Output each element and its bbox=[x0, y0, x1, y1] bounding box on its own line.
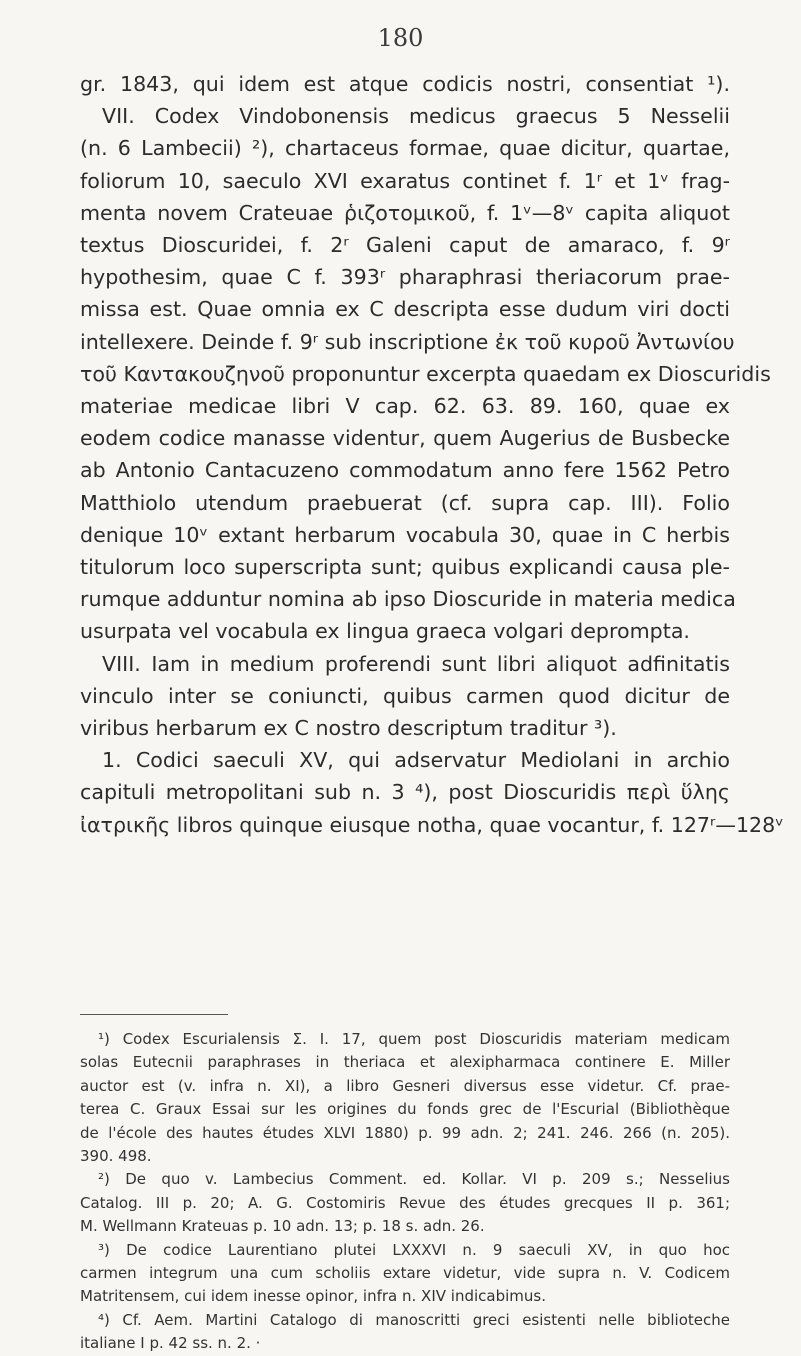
text-line: materiae medicae libri V cap. 62. 63. 89. 160, quae ex bbox=[80, 394, 730, 419]
footnote-line: italiane I p. 42 ss. n. 2. · bbox=[80, 1334, 261, 1353]
footnote-line: Catalog. III p. 20; A. G. Costomiris Revue des études grecques II p. 361; bbox=[80, 1193, 730, 1212]
text-line: menta novem Crateuae ῥιζοτομικοῦ, f. 1ᵛ—8ᵛ capita aliquot bbox=[80, 200, 730, 225]
text-line: usurpata vel vocabula ex lingua graeca volgari deprompta. bbox=[80, 619, 690, 644]
text-line: VII. Codex Vindobonensis medicus graecus 5 Nesselii bbox=[102, 104, 730, 129]
text-line: vinculo inter se coniuncti, quibus carmen quod dicitur de bbox=[80, 683, 730, 708]
footnote-line: M. Wellmann Krateuas p. 10 adn. 13; p. 18 s. adn. 26. bbox=[80, 1217, 485, 1236]
text-line: 1. Codici saeculi XV, qui adservatur Mediolani in archio bbox=[102, 748, 730, 773]
footnote-line: ³) De codice Laurentiano plutei LXXXVI n. 9 saeculi XV, in quo hoc bbox=[98, 1240, 730, 1259]
text-line: foliorum 10, saeculo XVI exaratus continet f. 1ʳ et 1ᵛ frag- bbox=[80, 168, 730, 193]
text-line: ab Antonio Cantacuzeno commodatum anno fere 1562 Petro bbox=[80, 458, 730, 483]
main-text bbox=[80, 68, 784, 841]
text-line: eodem codice manasse videntur, quem Augerius de Busbecke bbox=[80, 426, 730, 451]
footnote-line: 390. 498. bbox=[80, 1147, 152, 1166]
footnote-line: carmen integrum una cum scholiis extare videtur, vide supra n. V. Codicem bbox=[80, 1264, 730, 1283]
footnote-line: ⁴) Cf. Aem. Martini Catalogo di manoscritti greci esistenti nelle biblioteche bbox=[98, 1310, 730, 1329]
footnote-line: ¹) Codex Escurialensis Σ. I. 17, quem post Dioscuridis materiam medicam bbox=[98, 1030, 730, 1048]
footnote-line: terea C. Graux Essai sur les origines du fonds grec de l'Escurial (Bibliothèque bbox=[80, 1100, 730, 1119]
text-line: τοῦ Καντακουζηνοῦ proponuntur excerpta quaedam ex Dioscuridis bbox=[80, 361, 771, 386]
footnotes bbox=[80, 1028, 730, 1356]
text-line: capituli metropolitani sub n. 3 ⁴), post Dioscuridis περὶ ὕλης bbox=[80, 780, 730, 805]
text-line: denique 10ᵛ extant herbarum vocabula 30, quae in C herbis bbox=[80, 522, 730, 547]
text-line: titulorum loco superscripta sunt; quibus explicandi causa ple- bbox=[80, 555, 730, 580]
footnote-line: Matritensem, cui idem inesse opinor, infra n. XIV indicabimus. bbox=[80, 1287, 546, 1306]
text-line: missa est. Quae omnia ex C descripta esse dudum viri docti bbox=[80, 297, 730, 322]
footnote-line: ²) De quo v. Lambecius Comment. ed. Kollar. VI p. 209 s.; Nesselius bbox=[98, 1170, 730, 1189]
footnote-divider bbox=[80, 1014, 228, 1015]
text-line: ἰατρικῆς libros quinque eiusque notha, quae vocantur, f. 127ʳ—128ᵛ bbox=[80, 812, 784, 837]
text-line: Matthiolo utendum praebuerat (cf. supra cap. III). Folio bbox=[80, 490, 730, 515]
text-line: hypothesim, quae C f. 393ʳ pharaphrasi theriacorum prae- bbox=[80, 265, 730, 290]
text-line: VIII. Iam in medium proferendi sunt libri aliquot adfinitatis bbox=[102, 651, 730, 676]
footnote-line: de l'école des hautes études XLVI 1880) p. 99 adn. 2; 241. 246. 266 (n. 205). bbox=[80, 1123, 730, 1142]
text-line: (n. 6 Lambecii) ²), chartaceus formae, quae dicitur, quartae, bbox=[80, 136, 730, 161]
footnote-line: solas Eutecnii paraphrases in theriaca et alexipharmaca continere E. Miller bbox=[80, 1053, 730, 1072]
text-line: intellexere. Deinde f. 9ʳ sub inscriptione ἐκ τοῦ κυροῦ Ἀντωνίου bbox=[80, 329, 735, 354]
text-line: gr. 1843, qui idem est atque codicis nostri, consentiat ¹). bbox=[80, 72, 730, 96]
text-line: rumque adduntur nomina ab ipso Dioscuride in materia medica bbox=[80, 587, 736, 612]
text-line: viribus herbarum ex C nostro descriptum traditur ³). bbox=[80, 716, 617, 741]
footnote-line: auctor est (v. infra n. XI), a libro Gesneri diversus esse videtur. Cf. prae- bbox=[80, 1076, 730, 1095]
page-number: 180 bbox=[377, 24, 424, 52]
text-line: textus Dioscuridei, f. 2ʳ Galeni caput de amaraco, f. 9ʳ bbox=[80, 233, 730, 258]
